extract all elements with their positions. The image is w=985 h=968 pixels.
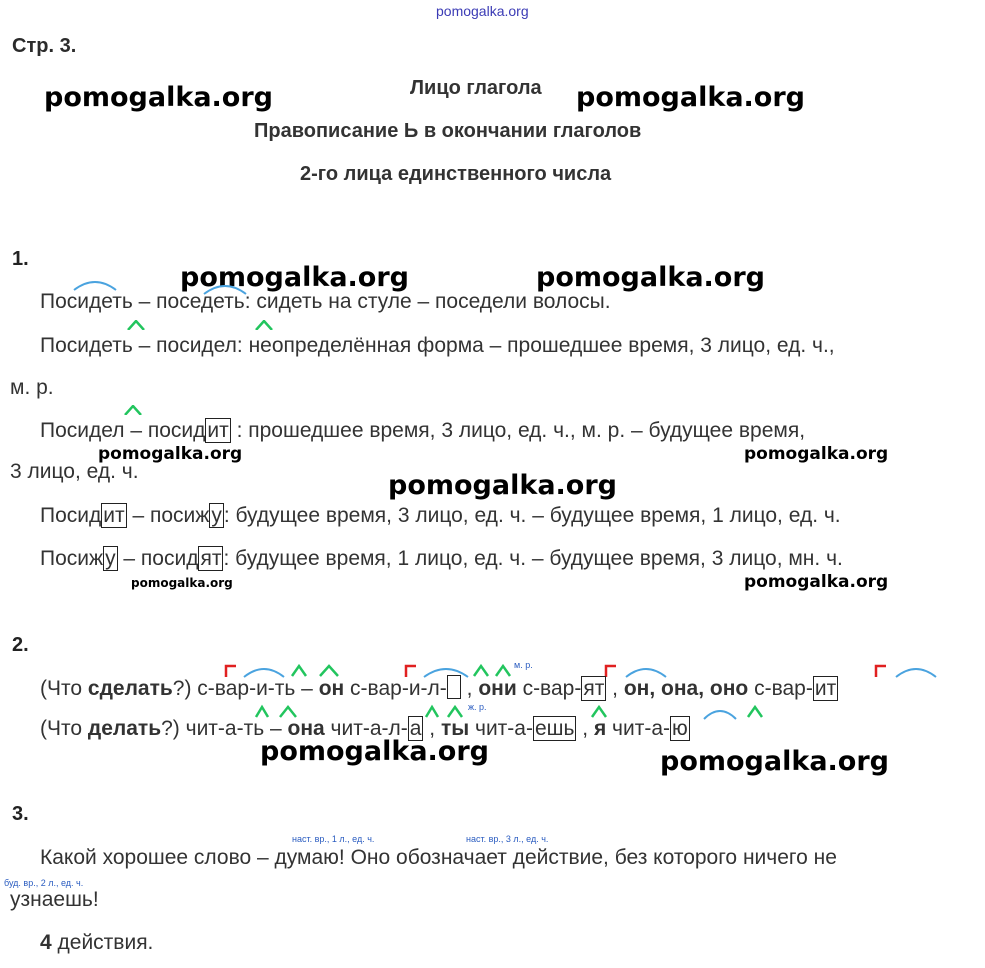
morpheme-marks — [700, 704, 780, 720]
task3-count — [40, 931, 153, 955]
text: (Что — [40, 677, 88, 700]
text: ?) чит-а-ть – — [161, 717, 288, 740]
title-line1: Лицо глагола — [410, 77, 542, 99]
text: Посид — [40, 504, 102, 527]
pronoun: они — [478, 677, 517, 700]
watermark: pomogalka.org — [576, 82, 805, 113]
text: , — [606, 677, 624, 700]
text: с-вар- — [516, 677, 582, 700]
title-line3: 2-го лица единственного числа — [300, 163, 612, 185]
task1-line4 — [40, 504, 841, 528]
morpheme-marks — [874, 662, 944, 678]
text: Посиж — [40, 547, 104, 570]
count-number: 4 — [40, 931, 52, 954]
task3-line2: узнаешь! — [10, 888, 99, 911]
gender-annotation: ж. р. — [468, 702, 487, 712]
text: чит-а- — [606, 717, 671, 740]
task1-line3 — [40, 419, 805, 443]
suffix-mark — [124, 405, 142, 415]
text: , — [423, 717, 441, 740]
text: – посиж — [126, 504, 210, 527]
annotation: наст. вр., 1 л., ед. ч. — [292, 834, 375, 844]
text: : будущее время, 1 лицо, ед. ч. – будущее время, 3 лицо, мн. ч. — [223, 547, 843, 570]
ending-box: ит — [207, 419, 229, 442]
question-word: сделать — [87, 677, 173, 700]
task1-line2b: м. р. — [10, 376, 54, 399]
ending-box: ит — [814, 677, 837, 700]
watermark: pomogalka.org — [180, 262, 409, 293]
watermark: pomogalka.org — [536, 262, 765, 293]
ending-box: ят — [200, 547, 222, 570]
watermark-top[interactable]: pomogalka.org — [436, 3, 529, 19]
pronoun: ты — [440, 717, 470, 740]
text: чит-а- — [469, 717, 533, 740]
pronoun: я — [593, 717, 607, 740]
page-ref: Стр. 3. — [12, 35, 77, 57]
ending-box: а — [409, 717, 422, 740]
text: чит-а-л- — [324, 717, 408, 740]
pronoun: он, она, оно — [623, 677, 749, 700]
task1-line3-a: Посидел – посид — [40, 419, 206, 442]
pronoun: она — [287, 717, 325, 740]
watermark: pomogalka.org — [388, 470, 617, 501]
task3-line1: Какой хорошее слово – думаю! Оно обозначает действие, без которого ничего не — [40, 846, 837, 869]
text: с-вар- — [748, 677, 813, 700]
suffix-mark — [127, 320, 145, 330]
annotation: наст. вр., 3 л., ед. ч. — [466, 834, 549, 844]
text: : будущее время, 3 лицо, ед. ч. – будущее время, 1 лицо, ед. ч. — [223, 504, 841, 527]
title-line2: Правописание Ь в окончании глаголов — [254, 120, 642, 142]
task1-line3c: 3 лицо, ед. ч. — [10, 460, 139, 483]
text: ?) с-вар-и-ть – — [172, 677, 319, 700]
watermark: pomogalka.org — [660, 746, 889, 777]
morpheme-marks — [586, 704, 616, 718]
ending-box: у — [211, 504, 222, 527]
ending-box: ят — [583, 677, 605, 700]
question-word: делать — [87, 717, 162, 740]
watermark: pomogalka.org — [744, 572, 889, 592]
ending-box: ит — [103, 504, 125, 527]
task2-row1 — [40, 675, 838, 701]
suffix-mark — [255, 320, 273, 330]
ending-box: ешь — [534, 717, 575, 740]
text: , — [460, 677, 479, 700]
watermark: pomogalka.org — [744, 444, 889, 464]
text: с-вар-и-л- — [344, 677, 447, 700]
pronoun: он — [318, 677, 345, 700]
task1-line2: Посидеть – посидел: неопределённая форма – прошедшее время, 3 лицо, ед. ч., — [40, 334, 835, 357]
gender-annotation: м. р. — [514, 660, 533, 670]
annotation: буд. вр., 2 л., ед. ч. — [4, 878, 84, 888]
task1-line5 — [40, 547, 843, 571]
ending-box — [447, 675, 461, 699]
morpheme-marks — [250, 704, 310, 718]
watermark: pomogalka.org — [98, 444, 243, 464]
watermark: pomogalka.org — [131, 576, 233, 590]
ending-box: у — [105, 547, 116, 570]
text: – посид — [117, 547, 199, 570]
task3-number: 3. — [12, 803, 29, 825]
task1-number: 1. — [12, 248, 29, 270]
task1-line1: Посидеть – поседеть: сидеть на стуле – поседели волосы. — [40, 290, 611, 313]
watermark: pomogalka.org — [260, 736, 489, 767]
text: , — [576, 717, 594, 740]
ending-box: ю — [672, 717, 688, 740]
watermark: pomogalka.org — [44, 82, 273, 113]
task2-number: 2. — [12, 634, 29, 656]
text: (Что — [40, 717, 88, 740]
task1-line3-b: : прошедшее время, 3 лицо, ед. ч., м. р. – будущее время, — [230, 419, 806, 442]
count-text: действия. — [51, 931, 154, 954]
